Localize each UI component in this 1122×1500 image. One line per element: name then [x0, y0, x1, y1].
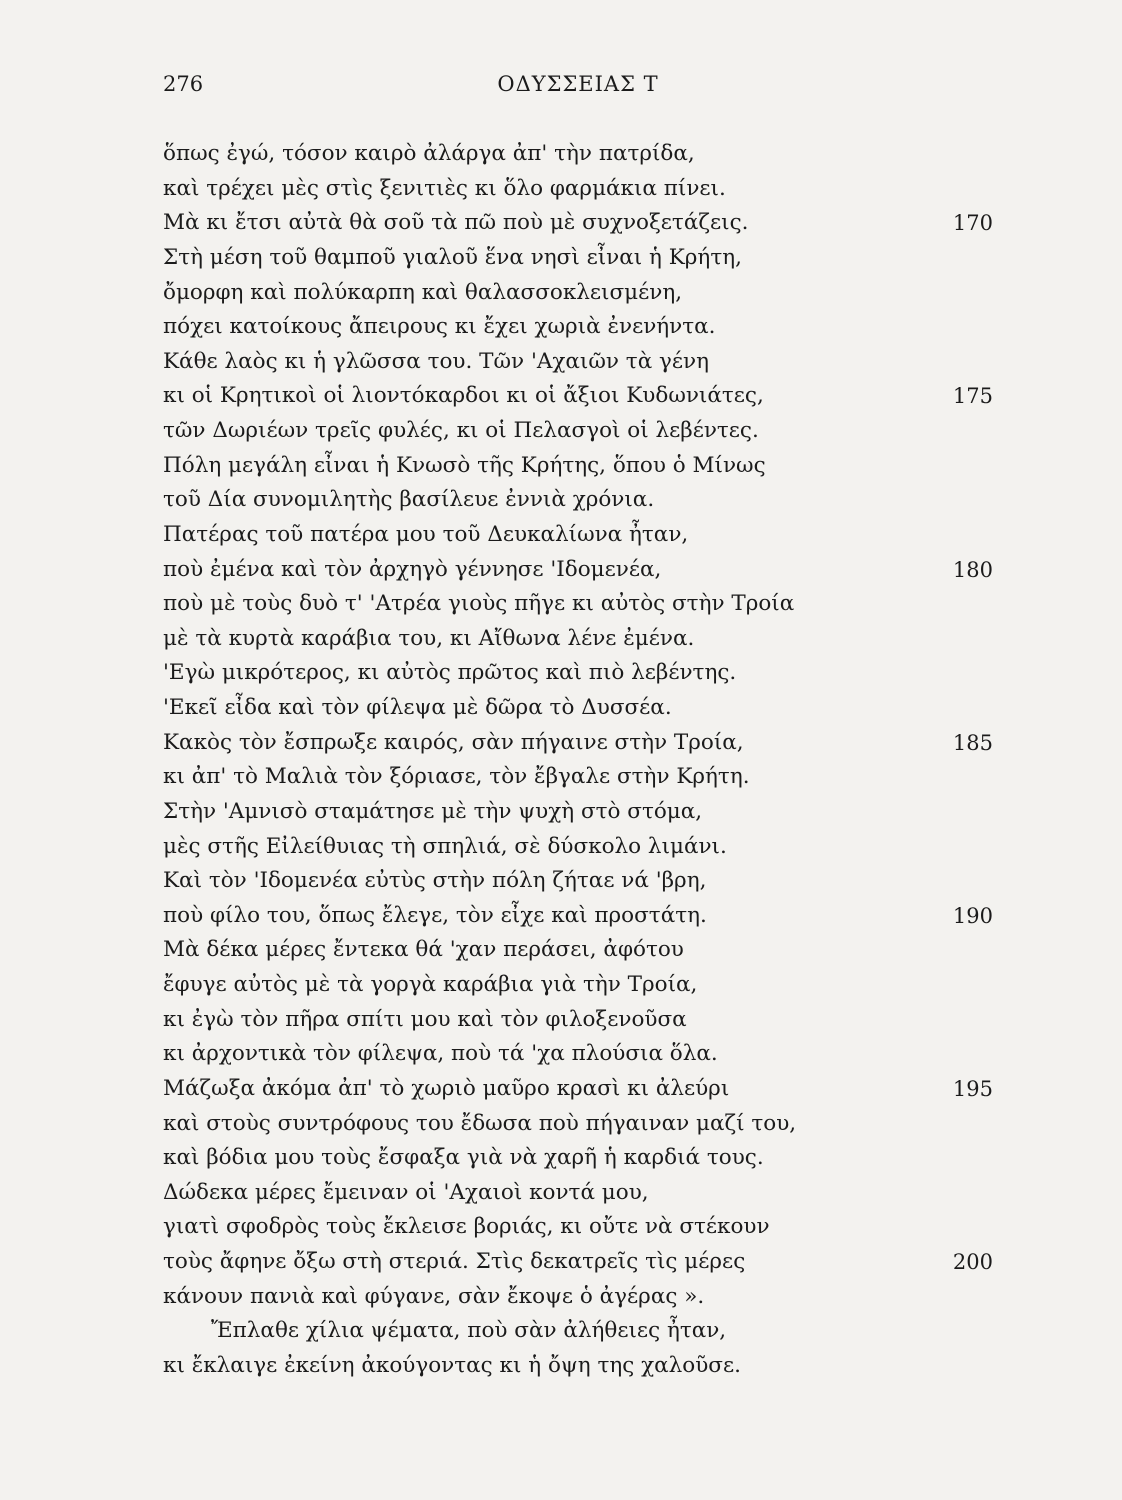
verse-text: κι ἔκλαιγε ἐκείνη ἀκούγοντας κι ἡ ὄψη της χαλοῦσε.	[163, 1352, 741, 1378]
verse-line	[163, 1210, 993, 1245]
verse-number: 195	[952, 1076, 993, 1101]
verse-line	[163, 483, 993, 518]
verse-text: Μὰ δέκα μέρες ἔντεκα θά 'χαν περάσει, ἀφότου	[163, 937, 684, 963]
verse-text: Πόλη μεγάλη εἶναι ἡ Κνωσὸ τῆς Κρήτης, ὅπου ὁ Μίνως	[163, 452, 766, 478]
verse-text: ὄμορφη καὶ πολύκαρπη καὶ θαλασσοκλεισμένη,	[163, 279, 683, 305]
verse-line	[163, 656, 993, 691]
verse-line	[163, 1141, 993, 1176]
verse-text: κι ἀπ' τὸ Μαλιὰ τὸν ξόριασε, τὸν ἔβγαλε στὴν Κρήτη.	[163, 764, 750, 790]
verse-line	[163, 345, 993, 380]
verse-text: Μὰ κι ἔτσι αὐτὰ θὰ σοῦ τὰ πῶ ποὺ μὲ συχνοξετάζεις.	[163, 210, 749, 236]
verse-text: Στὴ μέση τοῦ θαμποῦ γιαλοῦ ἕνα νησὶ εἶναι ἡ Κρήτη,	[163, 244, 742, 270]
verse-line	[163, 1037, 993, 1072]
running-head	[163, 72, 993, 112]
verse-text: Πατέρας τοῦ πατέρα μου τοῦ Δευκαλίωνα ἦταν,	[163, 521, 689, 547]
verse-line	[163, 760, 993, 795]
verse-line	[163, 1280, 993, 1315]
verse-line	[163, 1107, 993, 1142]
verse-text: τοὺς ἄφηνε ὄξω στὴ στεριά. Στὶς δεκατρεῖς τὶς μέρες	[163, 1249, 746, 1274]
verse-text: τῶν Δωριέων τρεῖς φυλές, κι οἱ Πελασγοὶ οἱ λεβέντες.	[163, 418, 759, 443]
verse-line	[163, 1176, 993, 1211]
verse-text: 'Εγὼ μικρότερος, κι αὐτὸς πρῶτος καὶ πιὸ λεβέντης.	[163, 660, 737, 686]
verse-text: πόχει κατοίκους ἄπειρους κι ἔχει χωριὰ ἐνενήντα.	[163, 314, 716, 340]
verse-line	[163, 449, 993, 484]
verse-number: 200	[952, 1250, 993, 1274]
verse-text: 'Εκεῖ εἶδα καὶ τὸν φίλεψα μὲ δῶρα τὸ Δυσσέα.	[163, 695, 672, 720]
verse-text: μὲ τὰ κυρτὰ καράβια του, κι Αἴθωνα λένε ἐμένα.	[163, 625, 695, 651]
verse-line	[163, 795, 993, 830]
verse-text: Δώδεκα μέρες ἔμειναν οἱ 'Αχαιοὶ κοντά μου,	[163, 1179, 649, 1205]
verse-line	[163, 379, 993, 414]
verse-line	[163, 933, 993, 968]
verse-text: καὶ τρέχει μὲς στὶς ξενιτιὲς κι ὅλο φαρμάκια πίνει.	[163, 175, 726, 201]
verse-line	[163, 1245, 993, 1280]
verse-line	[163, 276, 993, 311]
verse-line	[163, 241, 993, 276]
verse-line	[163, 864, 993, 899]
verse-line	[163, 587, 993, 622]
verse-line	[163, 310, 993, 345]
verse-number: 185	[952, 730, 993, 755]
verse-text: Στὴν 'Αμνισὸ σταμάτησε μὲ τὴν ψυχὴ στὸ στόμα,	[163, 798, 703, 824]
verse-text: Μάζωξα ἀκόμα ἀπ' τὸ χωριὸ μαῦρο κρασὶ κι ἀλεύρι	[163, 1075, 730, 1101]
verse-line	[163, 968, 993, 1003]
verse-line	[163, 1072, 993, 1107]
verse-text: ποὺ ἐμένα καὶ τὸν ἀρχηγὸ γέννησε 'Ιδομενέα,	[163, 556, 662, 582]
verse-line	[163, 518, 993, 553]
verse-line	[163, 622, 993, 657]
verse-line	[163, 1314, 993, 1349]
verse-text: καὶ βόδια μου τοὺς ἔσφαξα γιὰ νὰ χαρῆ ἡ καρδιά τους.	[163, 1145, 764, 1171]
verse-text: τοῦ Δία συνομιλητὴς βασίλευε ἐννιὰ χρόνια.	[163, 487, 655, 513]
verse-number: 170	[952, 211, 993, 236]
verse-text: Κάθε λαὸς κι ἡ γλῶσσα του. Τῶν 'Αχαιῶν τὰ γένη	[163, 348, 709, 374]
verse-text: ἔφυγε αὐτὸς μὲ τὰ γοργὰ καράβια γιὰ τὴν Τροία,	[163, 972, 698, 997]
verse-line	[163, 691, 993, 726]
verse-line	[163, 830, 993, 865]
book-title: ΟΔΥΣΣΕΙΑΣ Τ	[497, 72, 659, 96]
verse-text: κι ἀρχοντικὰ τὸν φίλεψα, ποὺ τά 'χα πλούσια ὅλα.	[163, 1041, 718, 1067]
verse-number: 175	[952, 384, 993, 409]
verse-line	[163, 726, 993, 761]
verse-text: κι οἱ Κρητικοὶ οἱ λιοντόκαρδοι κι οἱ ἄξιοι Κυδωνιάτες,	[163, 383, 764, 409]
verse-text: καὶ στοὺς συντρόφους του ἔδωσα ποὺ πήγαιναν μαζί του,	[163, 1110, 797, 1136]
verse-line	[163, 1349, 993, 1384]
verse-number: 190	[952, 903, 993, 928]
verse-line	[163, 1003, 993, 1038]
verse-line	[163, 206, 993, 241]
page-number: 276	[163, 72, 204, 96]
verse-text: μὲς στῆς Εἰλείθυιας τὴ σπηλιά, σὲ δύσκολο λιμάνι.	[163, 833, 727, 859]
verse-text: κι ἐγὼ τὸν πῆρα σπίτι μου καὶ τὸν φιλοξενοῦσα	[163, 1006, 687, 1032]
verse-line	[163, 414, 993, 449]
verse-number: 180	[952, 557, 993, 582]
verse-list	[163, 137, 993, 1384]
verse-text: ποὺ μὲ τοὺς δυὸ τ' 'Ατρέα γιοὺς πῆγε κι αὐτὸς στὴν Τροία	[163, 591, 795, 617]
verse-text: ποὺ φίλο του, ὅπως ἔλεγε, τὸν εἶχε καὶ προστάτη.	[163, 902, 707, 928]
verse-text: ὅπως ἐγώ, τόσον καιρὸ ἀλάργα ἀπ' τὴν πατρίδα,	[163, 141, 695, 166]
verse-line	[163, 137, 993, 172]
verse-line	[163, 172, 993, 207]
verse-text: Καὶ τὸν 'Ιδομενέα εὐτὺς στὴν πόλη ζήταε νά 'βρη,	[163, 868, 707, 894]
verse-text: κάνουν πανιὰ καὶ φύγανε, σὰν ἔκοψε ὁ ἀγέρας ».	[163, 1283, 705, 1309]
verse-text: γιατὶ σφοδρὸς τοὺς ἔκλεισε βοριάς, κι οὔτε νὰ στέκουν	[163, 1214, 770, 1240]
verse-text: Ἔπλαθε χίλια ψέματα, ποὺ σὰν ἀλήθειες ἦταν,	[211, 1318, 727, 1344]
verse-line	[163, 899, 993, 934]
verse-text: Κακὸς τὸν ἔσπρωξε καιρός, σὰν πήγαινε στὴν Τροία,	[163, 729, 744, 755]
verse-line	[163, 553, 993, 588]
